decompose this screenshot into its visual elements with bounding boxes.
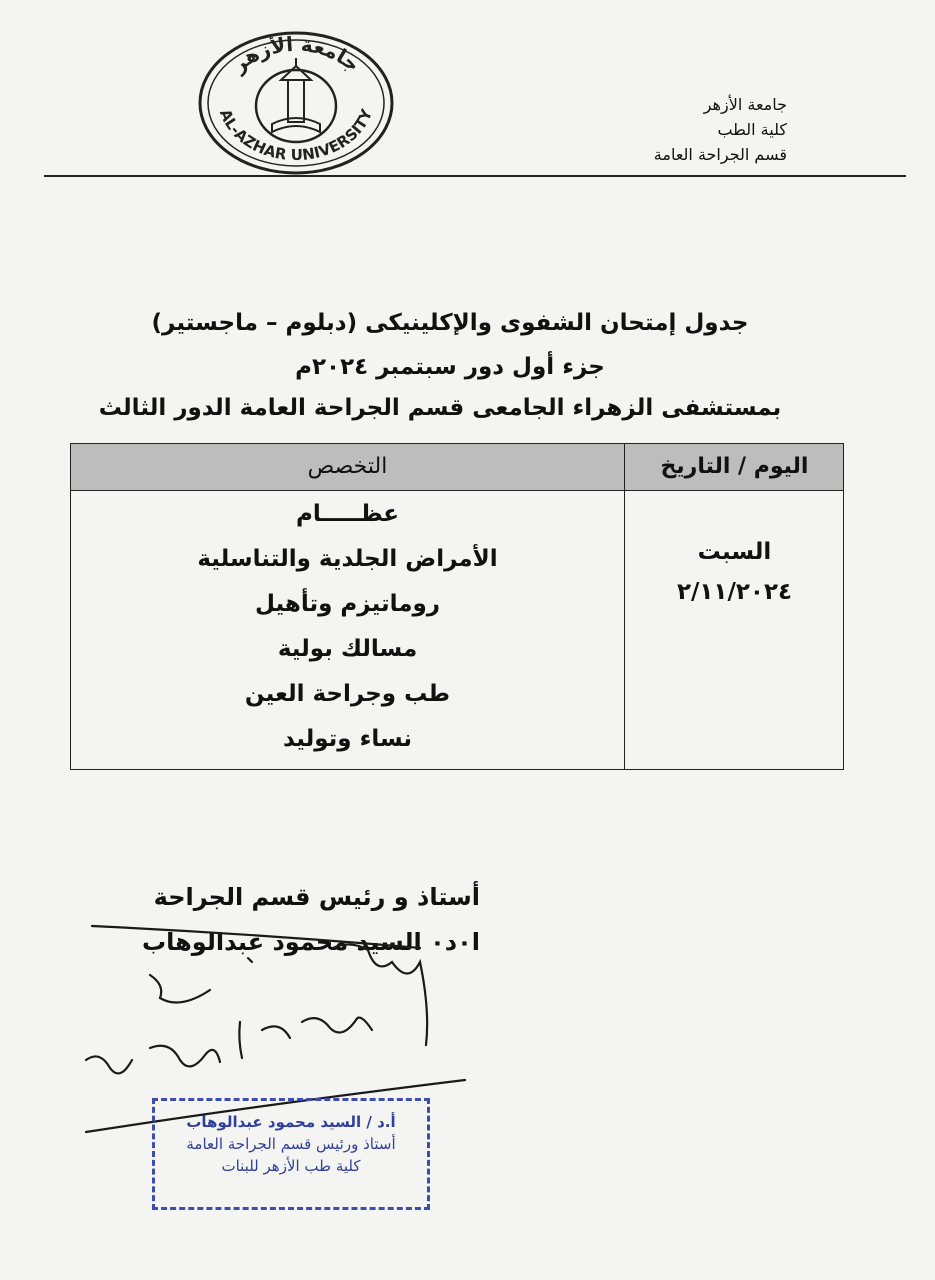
header-day-date: اليوم / التاريخ bbox=[660, 454, 809, 479]
signatory-name: ا٠د٠ السيد محمود عبدالوهاب bbox=[142, 928, 480, 956]
svg-text:AL-AZHAR UNIVERSITY: AL-AZHAR UNIVERSITY bbox=[215, 106, 377, 165]
stamp-line: كلية طب الأزهر للبنات bbox=[221, 1157, 361, 1175]
stamp-line: أ.د / السيد محمود عبدالوهاب bbox=[186, 1113, 396, 1131]
specialty-item: طب وجراحة العين bbox=[244, 681, 451, 707]
specialty-item: مسالك بولية bbox=[277, 636, 418, 662]
exam-day: السبت bbox=[697, 539, 772, 565]
stamp-line: أستاذ ورئيس قسم الجراحة العامة bbox=[186, 1135, 396, 1153]
specialty-item: عظـــــام bbox=[296, 501, 399, 527]
exam-schedule-table bbox=[70, 443, 844, 770]
document-location: بمستشفى الزهراء الجامعى قسم الجراحة العامة الدور الثالث bbox=[98, 395, 782, 421]
specialty-item: روماتيزم وتأهيل bbox=[254, 591, 441, 617]
institution-department: قسم الجراحة العامة bbox=[653, 145, 787, 164]
exam-date: ٢/١١/٢٠٢٤ bbox=[676, 579, 793, 605]
column-divider bbox=[624, 444, 625, 769]
institution-university: جامعة الأزهر bbox=[703, 95, 787, 114]
header-divider bbox=[44, 175, 906, 177]
day-date-cell bbox=[626, 532, 843, 612]
signatory-title: أستاذ و رئيس قسم الجراحة bbox=[153, 883, 480, 911]
svg-text:جامعة الأزهر: جامعة الأزهر bbox=[226, 31, 365, 77]
institution-faculty: كلية الطب bbox=[717, 120, 787, 139]
specialty-list bbox=[71, 492, 624, 762]
university-seal-logo bbox=[196, 28, 396, 178]
document-subtitle: جزء أول دور سبتمبر ٢٠٢٤م bbox=[295, 354, 605, 380]
department-stamp bbox=[152, 1098, 430, 1210]
document-title: جدول إمتحان الشفوى والإكلينيكى (دبلوم – ماجستير) bbox=[151, 310, 749, 336]
specialty-item: نساء وتوليد bbox=[282, 726, 413, 752]
specialty-item: الأمراض الجلدية والتناسلية bbox=[197, 546, 498, 572]
header-specialty: التخصص bbox=[307, 454, 388, 479]
